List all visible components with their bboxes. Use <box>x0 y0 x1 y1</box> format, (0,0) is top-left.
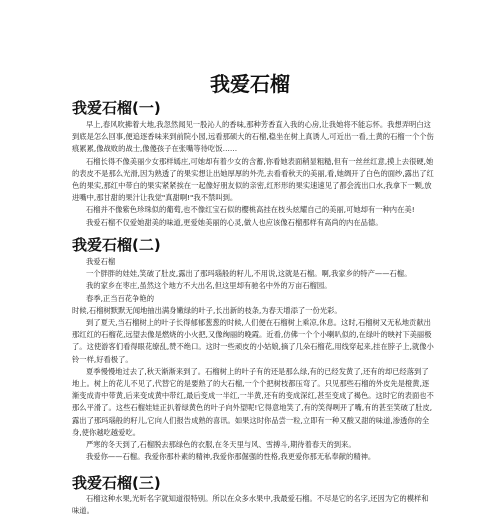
paragraph: 一个胖胖的娃娃,笑破了肚皮,露出了那玛瑙般的籽儿,不用说,这就是石榴。啊,我家乡的特产——石榴。 <box>86 269 412 279</box>
paragraph: 石榴这种水果,光听名字就知道很特别。所以在众多水果中,我最爱石榴。不尽是它的名字,还因为它的模样和味道。 <box>72 494 429 516</box>
paragraph: 我爱石榴不仅爱她甜美的味道,更爱她美丽的心灵,做人也应该像石榴那样有高尚的内在品德。 <box>86 217 383 227</box>
paragraph: 严寒的冬天到了,石榴脱去那绿色的衣服,在冬天里与风、雪搏斗,期待着春天的到来。 <box>86 440 356 450</box>
paragraph: 春季,正当百花争艳的 <box>86 293 154 303</box>
paragraph: 到了夏天,当石榴树上的叶子长得郁郁葱葱的时候,人们便在石榴树上乘凉,休息。这时,石榴树又无私地贡献出那红红的石榴花,远望去像是燃烧的小火把,又像绚丽的晚霞。近看,仿佛一个个小喇叭似的,在绿叶的映衬下美丽极了。这使游客们看得眼花缭乱,赞不绝口。这时一些顽皮的小姑娘,摘了几朵石榴花,用线穿起来,挂在脖子上,就像小铃一样,好看极了。 <box>72 318 434 364</box>
section-body-3 <box>72 493 434 517</box>
paragraph: 石榴并不像紫色珍珠似的葡萄,也不像红宝石似的樱桃高挂在枝头炫耀自己的美丽,可她却有一种内在美! <box>86 205 415 215</box>
paragraph: 石榴长得不像美丽少女那样嫣庄,可她却有着少女的含蓄,你看她表面稍显粗糙,但有一丝丝红意,摸上去很硬,她的表皮不是那么光滑,因为熟透了的果实想让出她厚厚的外壳,去看看秋天的美丽,看,她绸开了白色的面纱,露出了红色的果实,那红中带白的果实紧紧挨在一起像好朋友似的亲密,红形形的果实速速见了都会流出口水,我拿下一颗,放进嘴中,那甘甜的果汁让我觉"真甜啊!"我不禁叫到。 <box>72 156 434 203</box>
section-body-1 <box>72 119 434 229</box>
paragraph: 我的家乡在枣庄,虽然这个地方不大出名,但这里却有驰名中外的万亩石榴园。 <box>86 281 332 291</box>
section-heading-2: 我爱石榴(二) <box>72 236 161 254</box>
paragraph: 夏季慢慢地过去了,秋天渐渐来到了。石榴树上的叶子有的还是那么绿,有的已经发黄了,还有的却已经落到了地上。树上的花儿不见了,代替它的是要熟了的大石榴,一个个把树枝都压弯了。只见那些石榴的外皮先是橙黄,逐渐变成青中带黄,后来变成黄中带红,最后变成一半红,一半黄,还有的变成深红,甚至变成了褐色。这时它的表面也不那么平滑了。这些石榴娃娃正扒着绿黄色的叶子向外望呢!它得意地笑了,有的笑得咧开了嘴,有的甚至笑破了肚皮,露出了那玛瑙般的籽儿,它向人们报告成熟的喜讯。如果这时你品尝一粒,立即有一种又酸又甜的味道,渗透你的全身,使你越吃越爱吃。 <box>72 366 434 437</box>
section-body-2 <box>72 256 434 463</box>
document-title: 我爱石榴 <box>210 72 290 96</box>
paragraph: 时候,石榴树默默无闻地抽出满身嫩绿的叶子,长出新的枝条,为春天增添了一份光彩。 <box>72 305 342 315</box>
paragraph: 早上,春风吹拂着大地,我忽然闻见一股沁人的香味,那种芳香直入我的心房,让我她将不能忘怀。我想弄明白这到底是怎么回事,便追逐香味来到前院小园,远看那硕大的石榴,稳坐在树上真诱人,可近出一看,土黄的石榴一个个伤痕累累,像战败的战士,像傻孩子在张嘴等待吃饭…… <box>72 120 434 154</box>
section-heading-1: 我爱石榴(一) <box>72 99 161 117</box>
section-heading-3: 我爱石榴(三) <box>72 474 161 492</box>
paragraph: 我爱石榴 <box>86 257 116 266</box>
paragraph: 我爱你——石榴。我爱你那朴素的精神,我爱你那倔强的性格,我更爱你那无私奉献的精神。 <box>86 452 376 462</box>
